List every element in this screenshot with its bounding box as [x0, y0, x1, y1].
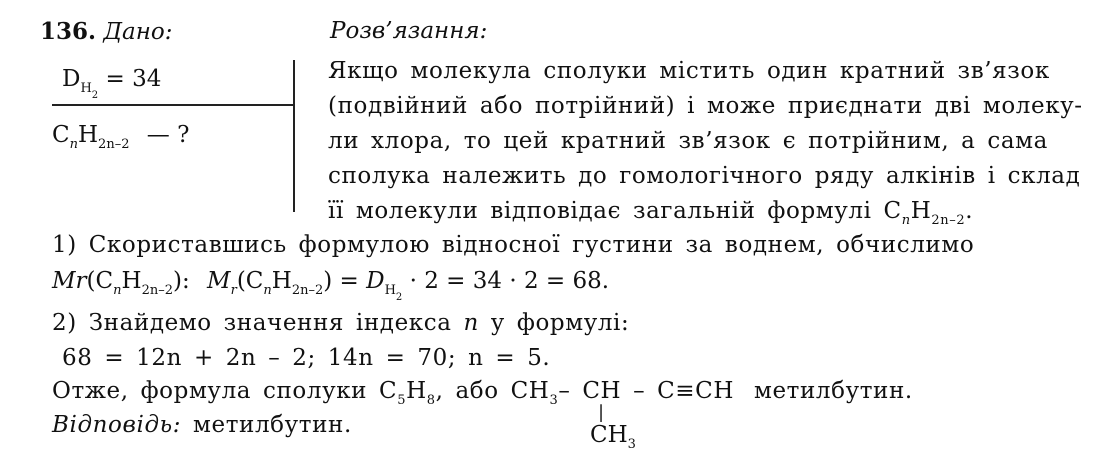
step1-line-1: 1) Скориставшись формулою відносної густини за воднем, обчислимо: [52, 232, 975, 258]
given-density: $D_{H_2} = 34$: [62, 66, 162, 101]
branch-methyl: $CH_3$: [590, 422, 636, 452]
intro-line-4: сполука належить до гомологічного ряду алкінів і склад: [328, 163, 1081, 189]
intro-line-2: (подвійний або потрійний) і може приєднати дві молеку-: [328, 93, 1083, 119]
problem-header: [40, 18, 173, 45]
answer-line: Відповідь: метилбутин.: [52, 412, 352, 438]
given-label: Дано:: [103, 19, 173, 45]
solution-label: Розв’язання:: [330, 18, 488, 44]
problem-number: 136.: [40, 18, 97, 45]
conclusion-line: Отже, формула сполуки $C_5H_8$, або $CH_3-$ CH – C≡CH метилбутин.: [52, 378, 913, 408]
intro-line-5: її молекули відповідає загальній формулі $C_nH_{2n-2}$.: [328, 198, 974, 228]
step1-formula: $Mr(C_nH_{2n-2})$: $M_r(C_nH_{2n-2}) = D_{H_2} \cdot 2 = 34 \cdot 2 = 68$.: [52, 268, 610, 303]
intro-line-3: ли хлора, то цей кратний зв’язок є потрійним, а сама: [328, 128, 1048, 154]
intro-line-1: Якщо молекула сполуки містить один кратний зв’язок: [328, 58, 1050, 84]
step2-equation: 68 = 12n + 2n – 2; 14n = 70; n = 5.: [62, 345, 551, 371]
given-vertical-divider: [293, 60, 295, 212]
step2-line-1: 2) Знайдемо значення індекса n у формулі:: [52, 310, 630, 336]
branch-bond: |: [598, 402, 605, 423]
given-horizontal-divider: [52, 104, 293, 106]
given-find-formula: $C_nH_{2n-2}$ — ?: [52, 122, 190, 152]
